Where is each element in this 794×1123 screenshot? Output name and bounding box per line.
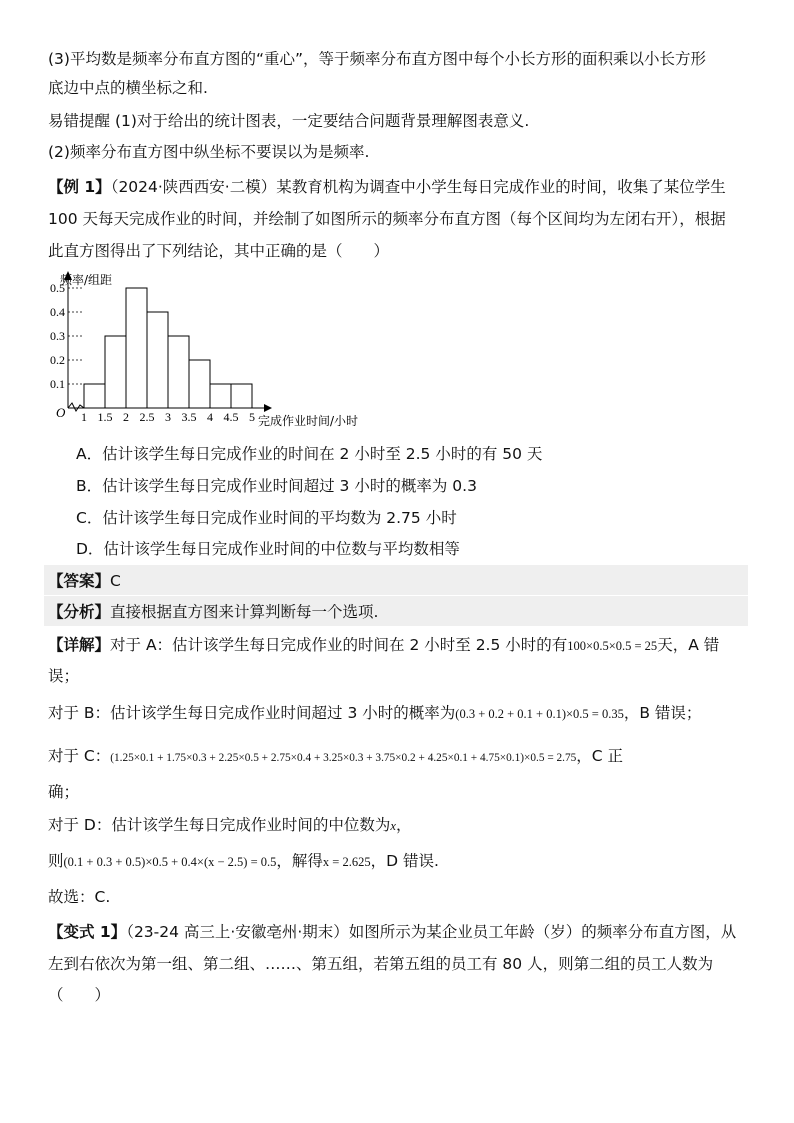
histogram-chart <box>44 268 404 436</box>
detail-a-math: 100×0.5×0.5 = 25 <box>567 639 658 653</box>
x-tick-label: 3.5 <box>181 410 197 424</box>
example-line-2: 100 天每天完成作业的时间，并绘制了如图所示的频率分布直方图（每个区间均为左闭右开），根据 <box>48 210 726 228</box>
variant-line-3: （ ） <box>48 986 111 1004</box>
detail-tag: 【详解】 <box>48 636 111 654</box>
detail-c-math: (1.25×0.1 + 1.75×0.3 + 2.25×0.5 + 2.75×0.4 + 3.25×0.3 + 3.75×0.2 + 4.25×0.1 + 4.75×0.1)×0.5 = 2.75 <box>110 752 577 764</box>
warning-label: 易错提醒 <box>48 112 111 130</box>
option-d: D．估计该学生每日完成作业时间的中位数与平均数相等 <box>76 540 460 558</box>
bar-8 <box>231 384 252 408</box>
detail-a-end: 天，A 错 <box>657 636 720 654</box>
option-b: B．估计该学生每日完成作业时间超过 3 小时的概率为 0.3 <box>76 477 477 495</box>
x-tick-label: 2.5 <box>139 410 155 424</box>
y-tick-label: 0.3 <box>50 329 65 343</box>
chart-origin-label: O <box>56 405 66 420</box>
analysis-tag: 【分析】 <box>48 603 111 621</box>
detail-d-var: x <box>390 819 396 833</box>
warning-line-1 <box>48 110 529 132</box>
detail-b-line <box>48 702 701 725</box>
bar-7 <box>210 384 231 408</box>
x-tick-label: 1 <box>81 410 87 424</box>
analysis-text: 直接根据直方图来计算判断每一个选项. <box>110 603 379 621</box>
detail-a-line <box>48 634 719 657</box>
example-line-1 <box>48 176 726 198</box>
answer-line <box>48 570 121 592</box>
detail-conclusion: 故选：C. <box>48 888 111 906</box>
warning-text-1: (1)对于给出的统计图表，一定要结合问题背景理解图表意义. <box>110 112 530 130</box>
y-tick-label: 0.4 <box>50 305 65 319</box>
detail-d-eq-end: ，D 错误. <box>370 852 439 870</box>
chart-y-ticks <box>50 281 84 391</box>
option-a: A．估计该学生每日完成作业的时间在 2 小时至 2.5 小时的有 50 天 <box>76 445 543 463</box>
bar-4 <box>147 312 168 408</box>
detail-b-math: (0.3 + 0.2 + 0.1 + 0.1)×0.5 = 0.35 <box>455 707 624 721</box>
detail-b-text: 对于 B：估计该学生每日完成作业时间超过 3 小时的概率为 <box>48 704 456 722</box>
detail-a-cont: 误； <box>48 667 80 685</box>
bar-3 <box>126 288 147 408</box>
detail-c-text: 对于 C： <box>48 747 111 765</box>
bar-6 <box>189 360 210 408</box>
detail-d-end: ， <box>395 816 412 834</box>
example-line-3: 此直方图得出了下列结论，其中正确的是（ ） <box>48 242 390 260</box>
chart-x-axis-label: 完成作业时间/小时 <box>258 414 359 428</box>
x-tick-label: 4 <box>207 410 213 424</box>
detail-c-line <box>48 745 623 769</box>
chart-bars <box>84 288 252 408</box>
detail-c-end: ，C 正 <box>576 747 624 765</box>
example-tag: 【例 1】 <box>48 178 111 196</box>
y-tick-label: 0.5 <box>50 281 65 295</box>
analysis-line <box>48 601 378 623</box>
x-tick-label: 2 <box>123 410 129 424</box>
intro-line-1: (3)平均数是频率分布直方图的“重心”，等于频率分布直方图中每个小长方形的面积乘以小长方形 <box>48 50 707 68</box>
variant-line-1 <box>48 921 736 943</box>
option-c: C．估计该学生每日完成作业时间的平均数为 2.75 小时 <box>76 509 457 527</box>
detail-c-cont: 确； <box>48 783 80 801</box>
detail-d-eq-line <box>48 850 439 873</box>
x-axis-arrow <box>264 404 272 412</box>
variant-line-2: 左到右依次为第一组、第二组、……、第五组，若第五组的员工有 80 人，则第二组的员工人数为 <box>48 955 714 973</box>
answer-value: C <box>110 572 121 590</box>
detail-d-eq-solution: x = 2.625 <box>322 855 371 869</box>
variant-source: （23-24 高三上·安徽亳州·期末） <box>126 923 349 941</box>
chart-x-ticks <box>81 410 255 424</box>
y-tick-label: 0.1 <box>50 377 65 391</box>
warning-line-2: (2)频率分布直方图中纵坐标不要误以为是频率. <box>48 143 370 161</box>
intro-line-2: 底边中点的横坐标之和. <box>48 79 208 97</box>
x-tick-label: 3 <box>165 410 171 424</box>
detail-d-eq-prefix: 则 <box>48 852 64 870</box>
detail-a-text: 对于 A：估计该学生每日完成作业的时间在 2 小时至 2.5 小时的有 <box>110 636 568 654</box>
detail-b-end: ，B 错误； <box>623 704 702 722</box>
example-source: （2024·陕西西安·二模） <box>110 178 277 196</box>
detail-d-eq-math: (0.1 + 0.3 + 0.5)×0.5 + 0.4×(x − 2.5) = 0.5 <box>63 855 277 869</box>
x-tick-label: 1.5 <box>97 410 113 424</box>
variant-tag: 【变式 1】 <box>48 923 127 941</box>
x-tick-label: 5 <box>249 410 255 424</box>
detail-d-eq-mid: ，解得 <box>276 852 323 870</box>
bar-2 <box>105 336 126 408</box>
example-text-1: 某教育机构为调查中小学生每日完成作业的时间，收集了某位学生 <box>276 178 726 196</box>
detail-d-text: 对于 D：估计该学生每日完成作业时间的中位数为 <box>48 816 391 834</box>
answer-tag: 【答案】 <box>48 572 111 590</box>
bar-5 <box>168 336 189 408</box>
detail-d-line <box>48 814 411 837</box>
answer-background <box>44 565 748 595</box>
chart-y-axis-label: 频率/组距 <box>60 273 113 287</box>
x-tick-label: 4.5 <box>223 410 239 424</box>
y-tick-label: 0.2 <box>50 353 65 367</box>
bar-1 <box>84 384 105 408</box>
variant-text-1: 如图所示为某企业员工年龄（岁）的频率分布直方图，从 <box>348 923 737 941</box>
